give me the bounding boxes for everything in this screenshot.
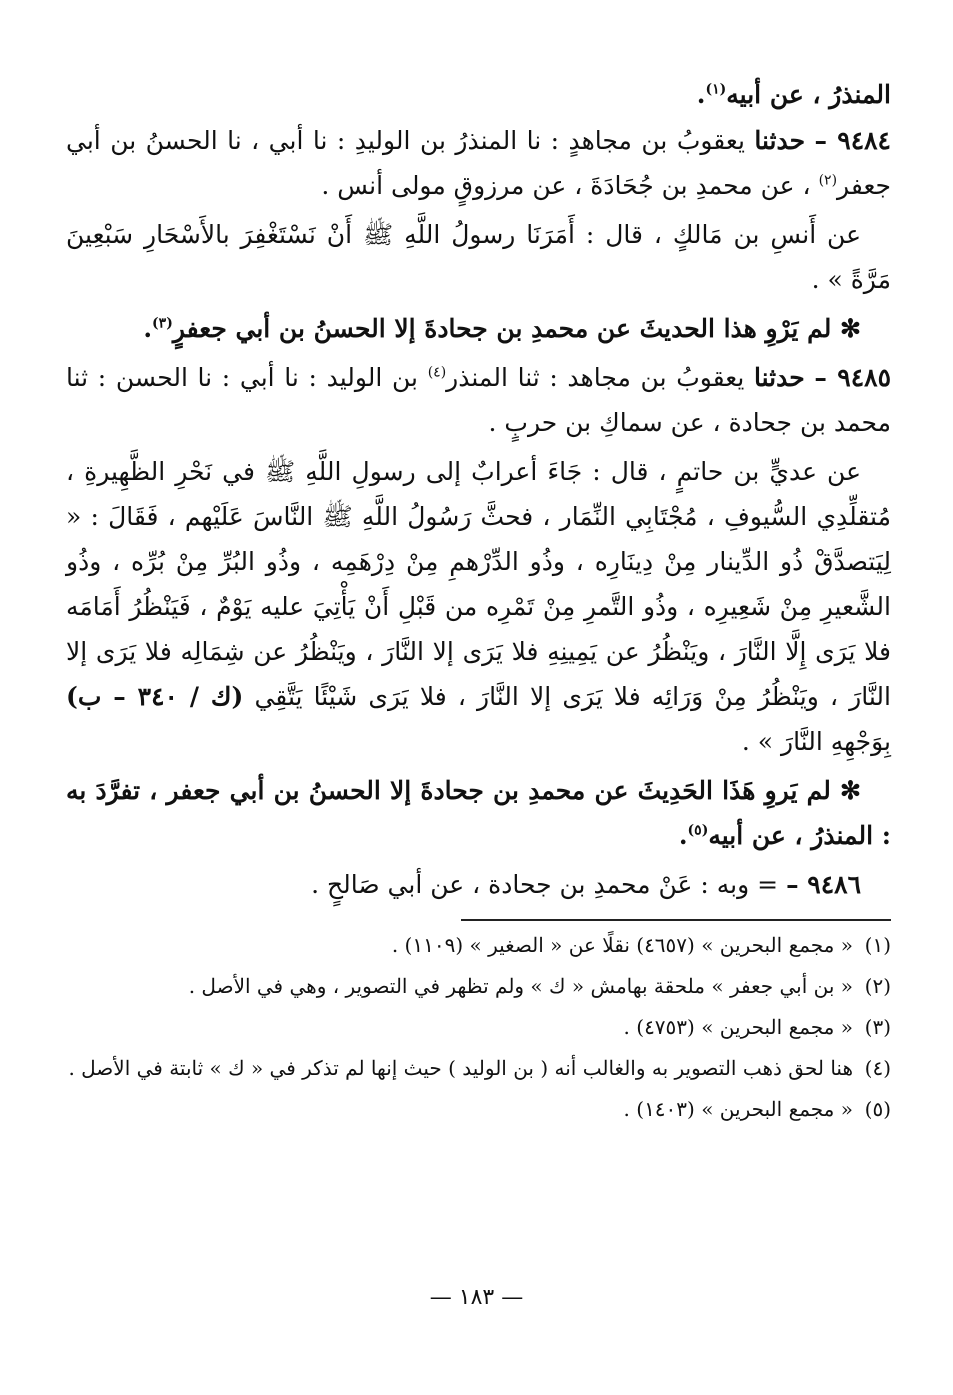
isnad-text-cont: بن الوليد : نا أبي : نا الحسن : ثنا محمد بن جحادة ، عن سماكِ بن حربٍ .: [66, 363, 891, 437]
manuscript-folio-marker: (ك / ٣٤٠ – ب): [66, 682, 244, 711]
matn-text: عن عديٍّ بن حاتمٍ ، قال : جَاءَ أعرابٌ إلى رسولِ اللَّهِ ﷺ في نَحْرِ الظَّهِيرةِ ، مُتقلِّدِي السُّيوفِ ، مُجْتَابِي النِّمَار ، فحثَّ رَسُولُ اللَّهِ ﷺ النَّاسَ عَلَيْهم ، فَقَالَ : « لِيَتصدَّقْ ذُو الدِّينار مِنْ دِينَارِه ، وذُو الدِّرْهمِ مِنْ دِرْهَمِه ، وذُو البُرِّ مِنْ بُرِّه ، وذُو الشَّعيرِ مِنْ شَعِيرِه ، وذُو التَّمرِ مِنْ تَمْرِه من قَبْلِ أَنْ يَأْتِيَ عليه يَوْمٌ ، فَيَنْظُرُ أَمَامَه فلا يَرَى إِلَّا النَّارَ ، ويَنْظُرُ عن يَمِينِهِ فلا يَرَى إلا النَّارَ ، ويَنْظُرُ عن شِمَالِه فلا يَرَى إلا النَّارَ ، ويَنْظُرُ مِنْ وَرَائِه فلا يَرَى إلا النَّارَ ، فلا يَرَى شَيْئًا يَتَّقِي: [66, 457, 891, 711]
footnote-ref-4: (٤): [427, 364, 447, 381]
hadith-number: ٩٤٨٦ –: [786, 870, 861, 899]
isnad-text: يعقوبُ بن مجاهدٍ : نا المنذرُ بن الوليدِ : نا أبي ، نا الحسنُ بن أبي جعفر: [66, 126, 891, 200]
hadith-lead-word: حدثنا: [754, 126, 806, 155]
comment-text: ✻ لم يَروِ هَذَا الحَدِيثَ عن محمدِ بن جحادةَ إلا الحسنُ بن أبي جعفر ، تفرَّدَ به : المنذرُ ، عن أبيه: [66, 776, 891, 850]
footnote: [66, 1007, 891, 1048]
footnote-number: (٤): [864, 1056, 891, 1080]
footnote: [66, 1048, 891, 1089]
hadith-9484: [66, 118, 891, 351]
hadith-9484-comment: [66, 306, 891, 351]
isnad-text: يعقوبُ بن مجاهد : ثنا المنذر: [446, 363, 745, 392]
hadith-9484-matn: عن أَنسِ بن مَالكٍ ، قال : أَمَرَنَا رسولُ اللَّهِ ﷺ أَنْ نَسْتَغْفِرَ بالأَسْحَارِ سَبْعِينَ مَرَّةً » .: [66, 220, 891, 294]
hadith-lead-word: حدثنا: [753, 363, 805, 392]
footnote: [66, 1089, 891, 1130]
comment-text: ✻ لم يَرْوِ هذا الحديثَ عن محمدِ بن جحادةَ إلا الحسنُ بن أبي جعفرٍ: [172, 314, 861, 343]
footnote-text: « بن أبي جعفر » ملحقة بهامش « ك » ولم تظهر في التصوير ، وهي في الأصل .: [188, 974, 853, 998]
footnote-ref-3: (٣): [152, 315, 173, 332]
hadith-number: ٩٤٨٤ –: [814, 126, 891, 155]
footnote-number: (٣): [864, 1015, 891, 1039]
hadith-9484-isnad: [66, 118, 891, 208]
hadith-9486: [66, 862, 891, 907]
hadith-9485-isnad: [66, 355, 891, 445]
footnote: [66, 925, 891, 966]
footnote-ref-5: (٥): [687, 822, 709, 839]
footnote-text: « مجمع البحرين » (١٤٠٣) .: [623, 1097, 853, 1121]
footnote-ref-1: (١): [705, 81, 727, 98]
footnote-ref-2: (٢): [818, 172, 838, 189]
matn-text-end: بِوَجْهِهِ النَّارَ » .: [741, 727, 891, 756]
footnote-number: (١): [864, 933, 891, 957]
period: .: [696, 80, 706, 109]
hadith-text: = وبه : عَنْ محمدِ بن جحادة ، عن أبي صَالحٍ .: [311, 870, 779, 899]
footnotes: [66, 925, 891, 1130]
hadith-number: ٩٤٨٥ –: [814, 363, 891, 392]
footnote-number: (٥): [864, 1097, 891, 1121]
hadith-9485: [66, 355, 891, 858]
isnad-text-cont: ، عن محمدِ بن جُحَادَةَ ، عن مرزوقٍ مولى أنس .: [321, 171, 811, 200]
footnote: [66, 966, 891, 1007]
footnote-text: « مجمع البحرين » (٤٧٥٣) .: [623, 1015, 853, 1039]
footnote-text: هنا لحق ذهب التصوير به والغالب أنه ( بن الوليد ) حيث إنها لم تذكر في « ك » ثابتة في الأصل .: [68, 1056, 853, 1080]
continued-line: [66, 72, 891, 118]
page-number: — ١٨٣ —: [429, 1285, 524, 1310]
hadith-9485-matn: [66, 449, 891, 764]
footnote-number: (٢): [864, 974, 891, 998]
hadith-9485-comment: [66, 768, 891, 858]
period: .: [143, 314, 153, 343]
continued-text: المنذرُ ، عن أبيه: [726, 80, 891, 109]
footnote-text: « مجمع البحرين » (٤٦٥٧) نقلًا عن « الصغير » (١١٠٩) .: [391, 933, 853, 957]
period: .: [678, 821, 688, 850]
